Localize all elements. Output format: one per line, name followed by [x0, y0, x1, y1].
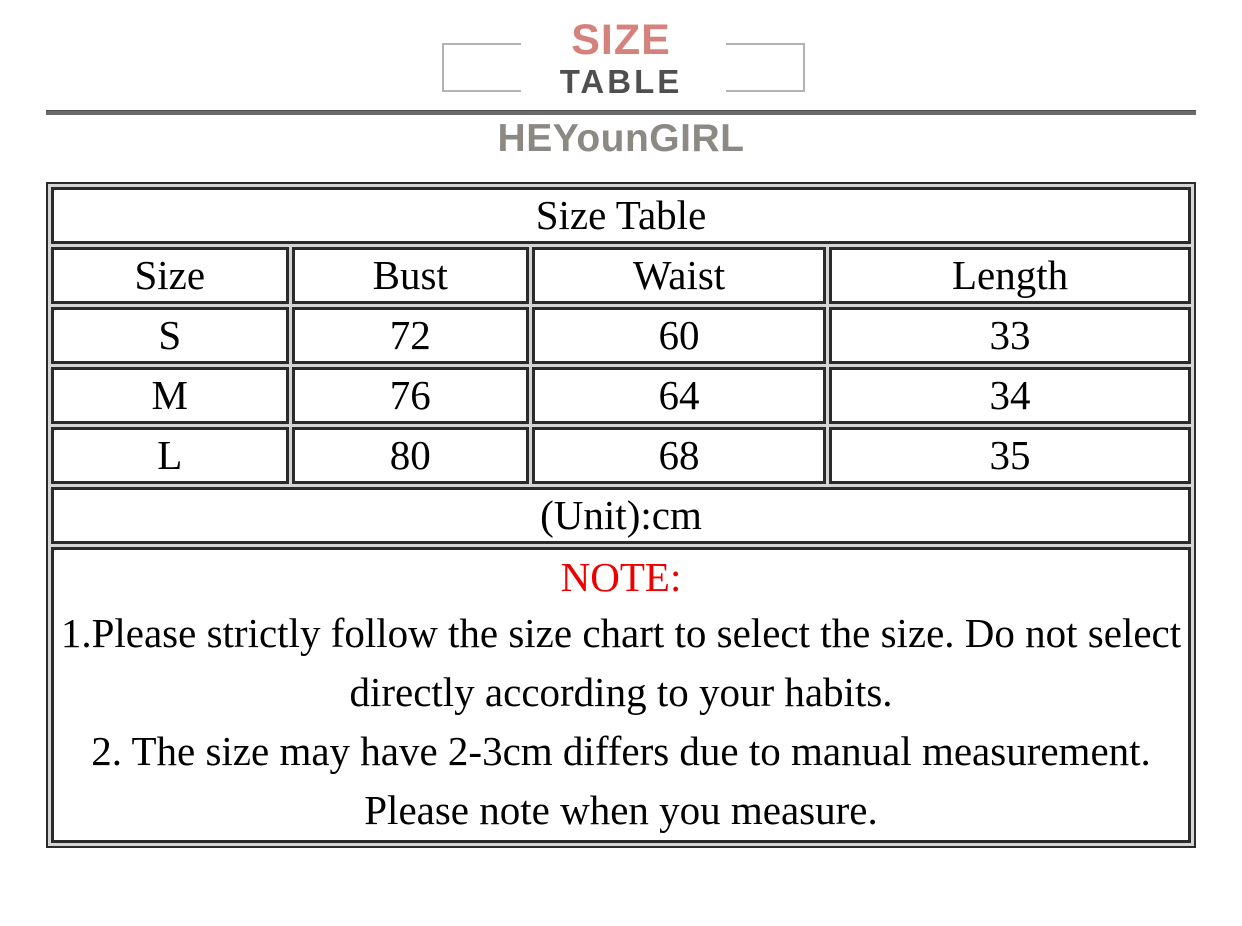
cell-size-m: M	[51, 367, 289, 424]
cell-waist-s: 60	[532, 307, 826, 364]
brand-name: HEYounGIRL	[497, 117, 745, 160]
table-row-m	[51, 367, 1191, 424]
note-item-2: 2. The size may have 2-3cm differs due to manual measurement. Please note when you measure.	[91, 728, 1151, 833]
decorative-bracket-left-icon	[442, 43, 521, 92]
brand-mark	[560, 17, 683, 101]
cell-bust-l: 80	[292, 427, 530, 484]
size-table	[46, 182, 1196, 848]
cell-bust-s: 72	[292, 307, 530, 364]
brand-mark-table-label: TABLE	[559, 63, 683, 100]
table-row-l	[51, 427, 1191, 484]
size-table-title: Size Table	[51, 187, 1191, 244]
cell-length-s: 33	[829, 307, 1191, 364]
table-row-s	[51, 307, 1191, 364]
cell-length-m: 34	[829, 367, 1191, 424]
header-divider	[46, 110, 1196, 115]
cell-size-s: S	[51, 307, 289, 364]
cell-bust-m: 76	[292, 367, 530, 424]
brand-header	[46, 0, 1196, 166]
unit-row	[51, 487, 1191, 544]
column-header-bust: Bust	[292, 247, 530, 304]
note-item-1: 1.Please strictly follow the size chart to select the size. Do not select directly according to your habits.	[60, 610, 1182, 715]
cell-length-l: 35	[829, 427, 1191, 484]
note-row	[51, 547, 1191, 843]
note-heading: NOTE:	[560, 554, 682, 600]
cell-size-l: L	[51, 427, 289, 484]
brand-mark-size-label: SIZE	[571, 16, 671, 64]
column-header-size: Size	[51, 247, 289, 304]
cell-waist-m: 64	[532, 367, 826, 424]
column-header-length: Length	[829, 247, 1191, 304]
header-row	[51, 247, 1191, 304]
note-cell	[51, 547, 1191, 843]
unit-note: (Unit):cm	[51, 487, 1191, 544]
decorative-bracket-right-icon	[726, 43, 805, 92]
cell-waist-l: 68	[532, 427, 826, 484]
title-row	[51, 187, 1191, 244]
column-header-waist: Waist	[532, 247, 826, 304]
